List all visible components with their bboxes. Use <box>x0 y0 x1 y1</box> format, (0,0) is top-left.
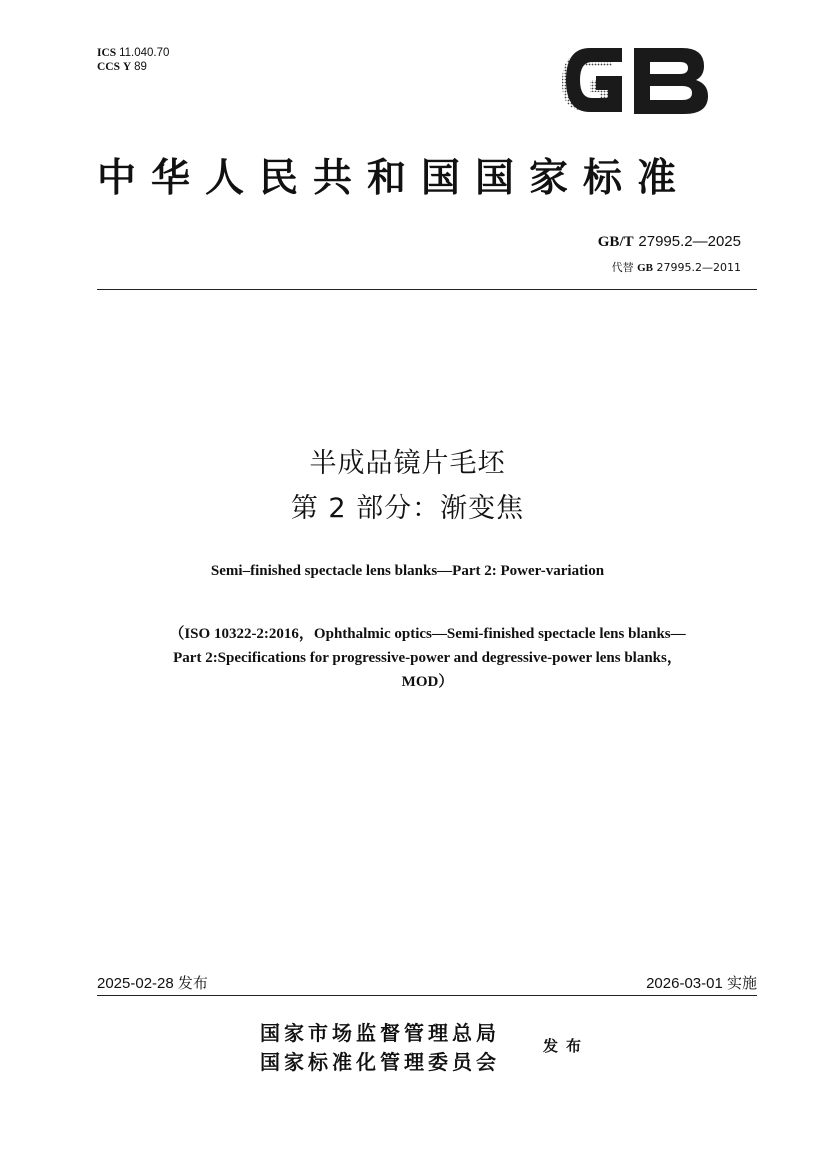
iso-reference-line-1: （ISO 10322-2:2016，Ophthalmic optics—Semi-finished spectacle lens blanks— <box>169 626 686 642</box>
issuers-publish-label: 发布 <box>543 1037 590 1055</box>
publish-date-label: 发布 <box>177 974 208 992</box>
implement-date: 2026-03-01 实施 <box>646 974 757 992</box>
title-line-2: 第 2 部分：渐变焦 <box>290 493 525 524</box>
issuer-samr: 国家市场监督管理总局 <box>260 1021 500 1045</box>
replaces-code <box>612 259 741 275</box>
replaces-label: 代替 <box>611 261 634 274</box>
ccs-code: CCS Y 89 <box>97 61 147 73</box>
issuer-sac: 国家标准化管理委员会 <box>260 1050 500 1074</box>
title-line-1: 半成品镜片毛坯 <box>309 448 506 479</box>
top-divider <box>97 289 757 290</box>
implement-date-label: 实施 <box>726 974 757 992</box>
iso-reference <box>90 622 765 694</box>
standard-code-number: 27995.2—2025 <box>638 233 741 250</box>
standard-code <box>598 232 741 251</box>
replaces-prefix: GB <box>637 262 654 274</box>
bottom-divider <box>97 995 757 996</box>
gb-logo-icon <box>552 42 712 122</box>
publish-date: 2025-02-28 发布 <box>97 974 208 992</box>
national-standard-heading: 中华人民共和国国家标准 <box>97 155 692 201</box>
iso-reference-line-3: MOD） <box>401 674 454 690</box>
standard-code-prefix: GB/T <box>597 234 634 250</box>
ics-code: ICS 11.040.70 <box>97 47 170 59</box>
issuing-authorities <box>260 1019 500 1077</box>
replaces-number: 27995.2—2011 <box>656 261 741 274</box>
classification-codes <box>97 46 169 74</box>
iso-reference-line-2: Part 2:Specifications for progressive-power and degressive-power lens blanks， <box>173 650 682 666</box>
gb-logo-text: GB <box>552 42 554 43</box>
english-title: Semi–finished spectacle lens blanks—Part 2: Power-variation <box>210 563 605 579</box>
